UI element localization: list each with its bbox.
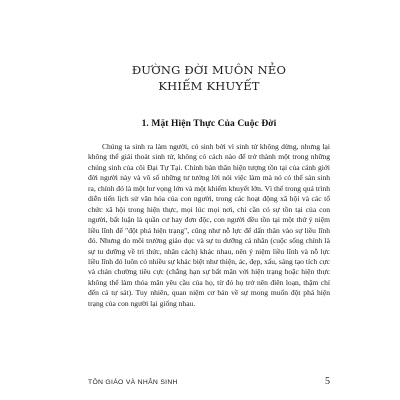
book-page: [88, 40, 330, 385]
chapter-title-line-2: KHIẾM KHUYẾT: [158, 79, 260, 93]
section-body-paragraph: Chúng ta sinh ra làm người, có sinh bởi vì sinh tử không dừng, nhưng lại không thể giải thoát sinh tử, không có cách nào để trở thành một trong những chúng sinh của cõi Đại Tự Tại. Chính bản thân hiện tượng tồn tại của cảnh giới đời người này và vô số những tư tưởng lời nói việc làm mà nó có thể sản sinh ra, chính đó là một hư vọng lớn và một khiếm khuyết lớn. Vì thế trong quá trình diễn tiến lịch sử văn hóa của con người, trong các hoạt động xã hội và các tổ chức xã hội trong hiện thực, mọi lúc mọi nơi, chỉ cần có sự tồn tại của con người, bất luận là quần cư hay đơn độc, con người đều tồn tại một thứ ý niệm liều lĩnh để "đột phá hiện trạng", cũng như nỗ lực để dấn thân vào sự liều lĩnh đó. Nhưng do môi trường giáo dục và sự tu dưỡng cá nhân (cuộc sống chính là sự tu dưỡng về tri thức, nhân cách) khác nhau, nên ý niệm liều lĩnh và nỗ lực liều lĩnh đó luôn có nhiều sự khác biệt như thiện, ác, đẹp, xấu, sáng tạo tích cực và chán chường tiêu cực (chẳng hạn sự bất mãn với hiện trạng hoặc hiện thực không thể làm thỏa mãn yêu cầu của họ, từ đó họ trở nên điên loạn, thậm chí đến cả tự sát). Tuy nhiên, quan niệm cơ bản về sự mong muốn đột phá hiện trạng của con người lại giống nhau.: [88, 142, 330, 308]
chapter-title-line-1: ĐƯỜNG ĐỜI MUÔN NẺO: [131, 63, 287, 77]
section-heading: 1. Mặt Hiện Thực Của Cuộc Đời: [141, 119, 277, 129]
page-footer: [88, 378, 330, 390]
chapter-title: [88, 62, 330, 94]
page-number: 5: [325, 376, 330, 387]
footer-book-title: TÔN GIÁO VÀ NHÂN SINH: [88, 379, 178, 386]
